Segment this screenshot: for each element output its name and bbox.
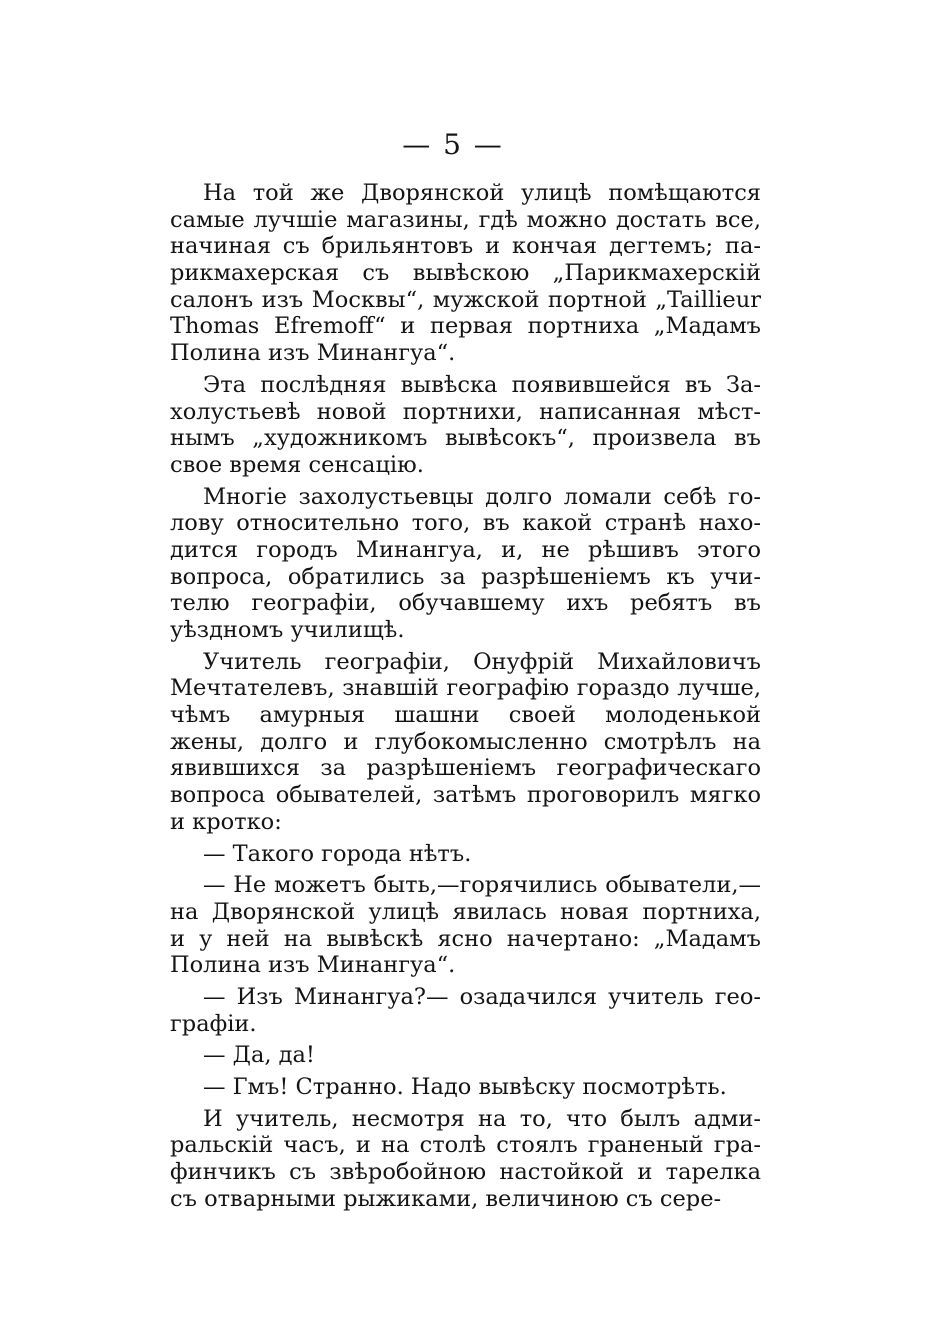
text-line: и кротко: (170, 808, 282, 835)
text-line: дится городъ Минангуа, и, не рѣшивъ этого (170, 536, 761, 563)
text-line: — Не можетъ быть,—горячились обыватели,— (203, 872, 761, 899)
text-line: И учитель, несмотря на то, что былъ адми- (203, 1105, 761, 1132)
page-number: — 5 — (402, 128, 504, 161)
text-line: чѣмъ амурныя шашни своей молоденькой (170, 702, 761, 729)
text-line: и у ней на вывѣскѣ ясно начертано: „Мадамъ (170, 925, 761, 952)
text-line: лову относительно того, въ какой странѣ нахо- (170, 510, 761, 537)
text-line: самые лучшіе магазины, гдѣ можно достать все, (170, 206, 761, 233)
text-line: нымъ „художникомъ вывѣсокъ“, произвела въ (170, 425, 761, 452)
text-line: Многіе захолустьевцы долго ломали себѣ го- (203, 483, 761, 510)
paragraph (170, 180, 761, 367)
text-line: вопроса, обратились за разрѣшеніемъ къ учи- (170, 563, 761, 590)
paragraph (170, 872, 761, 979)
paragraph (170, 484, 761, 644)
text-line: явившихся за разрѣшеніемъ географическаго (170, 755, 761, 782)
paragraph (170, 649, 761, 836)
text-line: — Изъ Минангуа?— озадачился учитель гео- (203, 983, 761, 1010)
paragraph (170, 1042, 761, 1069)
text-line: начиная съ брильянтовъ и кончая дегтемъ; па- (170, 233, 761, 260)
paragraph (170, 1074, 761, 1101)
text-line: Thomas Efremoff“ и первая портниха „Мадамъ (170, 313, 761, 340)
text-line: вопроса обывателей, затѣмъ проговорилъ мягко (170, 782, 761, 809)
paragraph (170, 841, 761, 868)
paragraph (170, 1106, 761, 1213)
text-line: графіи. (170, 1010, 257, 1037)
text-line: Полина изъ Минангуа“. (170, 952, 456, 979)
text-line: холустьевѣ новой портнихи, написанная мѣст- (170, 398, 761, 425)
text-line: свое время сенсацію. (170, 451, 424, 478)
text-line: уѣздномъ училищѣ. (170, 617, 405, 643)
body-text (170, 180, 761, 1212)
text-line: ральскій часъ, и на столѣ стоялъ граненый гра- (170, 1132, 761, 1159)
text-line: съ отварными рыжиками, величиною съ сере- (170, 1185, 722, 1212)
text-line: — Да, да! (203, 1042, 315, 1069)
text-line: Эта послѣдняя вывѣска появившейся въ За- (203, 371, 761, 398)
text-line: салонъ изъ Москвы“, мужской портной „Taillieur (170, 286, 761, 313)
text-line: телю географіи, обучавшему ихъ ребятъ въ (170, 590, 761, 617)
text-line: На той же Дворянской улицѣ помѣщаются (203, 180, 761, 206)
paragraph (170, 984, 761, 1037)
paragraph (170, 372, 761, 479)
text-line: Мечтателевъ, знавшій географію гораздо лучше, (170, 675, 761, 702)
text-line: рикмахерская съ вывѣскою „Парикмахерскій (170, 260, 761, 287)
text-line: — Гмъ! Странно. Надо вывѣску посмотрѣть. (203, 1074, 727, 1100)
text-line: Учитель географіи, Онуфрій Михайловичъ (203, 648, 761, 675)
text-line: финчикъ съ звѣробойною настойкой и тарелка (170, 1159, 761, 1186)
text-line: жены, долго и глубокомысленно смотрѣлъ на (170, 728, 761, 755)
text-line: — Такого города нѣтъ. (203, 840, 472, 867)
text-line: на Дворянской улицѣ явилась новая портниха, (170, 898, 761, 925)
text-line: Полина изъ Минангуа“. (170, 340, 456, 367)
